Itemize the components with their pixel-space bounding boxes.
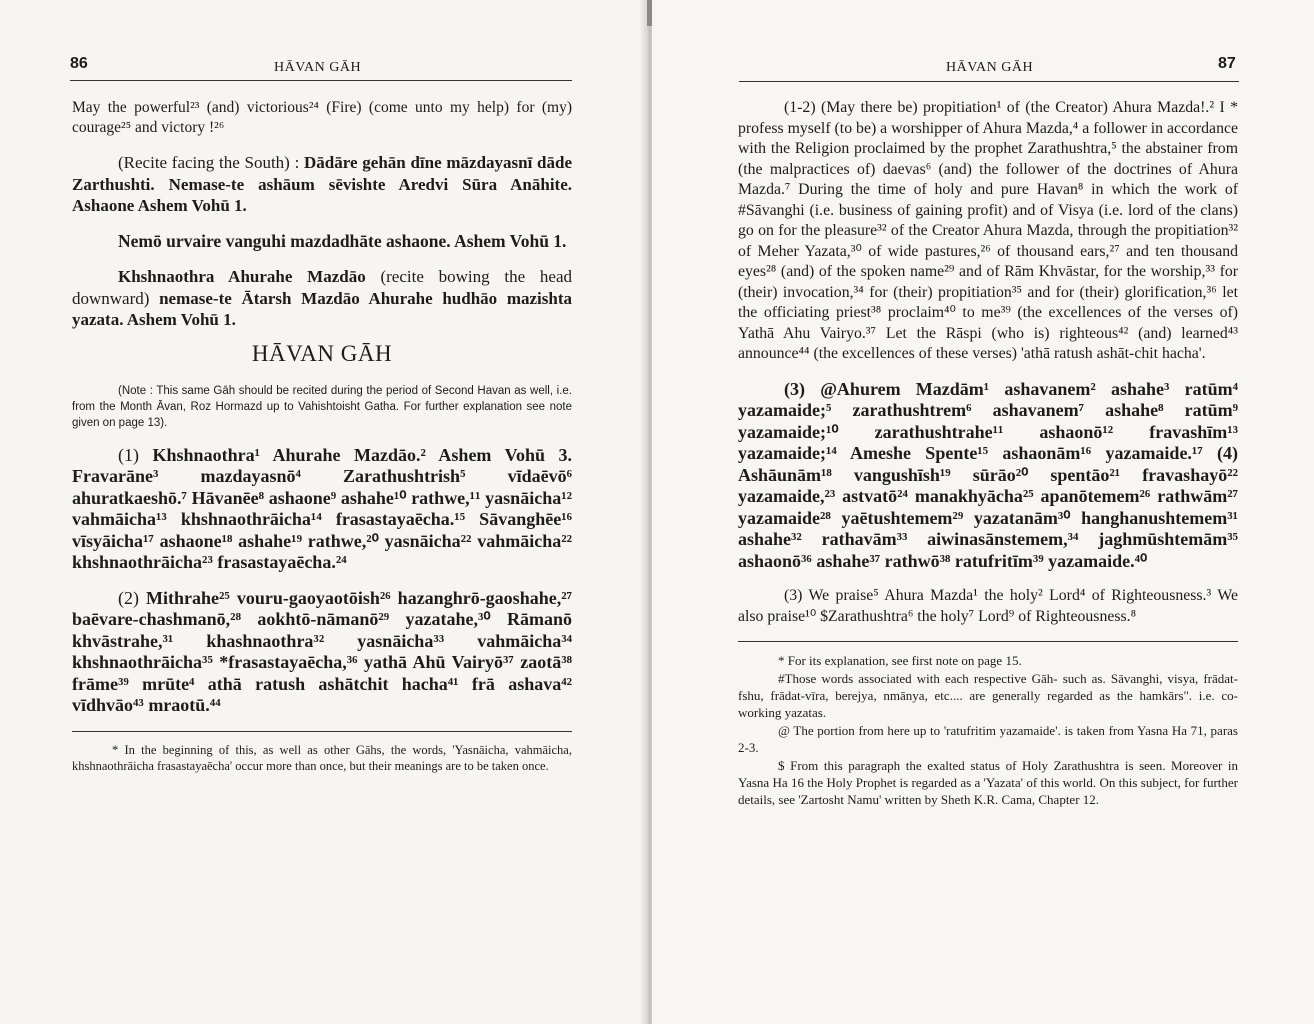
khshnaothra-instruction: (recite bowing the head downward)	[72, 267, 573, 308]
footnote: * In the beginning of this, as well as other Gāhs, the words, 'Yasnāicha, vahmāicha, khshnaothrāicha frasastayaēcha' occur more than once, but their meanings are to be taken once.	[72, 742, 572, 773]
verse-2-text: Mithrahe²⁵ vouru-gaoyaotōish²⁶ hazanghrō-gaoshahe,²⁷ baēvare-chashmanō,²⁸ aokhtō-nāmanō²⁹ yazatahe,³⁰ Rāmanō khvāstrahe,³¹ khashnaothra³² yasnāicha³³ vahmāicha³⁴ khshnaothrāicha³⁵ *frasastayaēcha,³⁶ yathā Ahū Vairyō³⁷ zaotā³⁸ frāme³⁹ mrūte⁴ athā ratush ashātchit hacha⁴¹ frā ashava⁴² vīdhvāo⁴³ mraotū.⁴⁴	[72, 587, 572, 715]
left-text-column	[72, 98, 572, 774]
nemo-verse: Nemō urvaire vanguhi mazdadhāte ashaone. Ashem Vohū 1.	[118, 230, 567, 251]
verse-2-number: (2)	[118, 587, 139, 608]
footnote-rule	[72, 731, 572, 732]
right-page	[652, 0, 1314, 1024]
recite-south	[72, 152, 572, 217]
avestan-verse-3-4: (3) @Ahurem Mazdām¹ ashavanem² ashahe³ ratūm⁴ yazamaide;⁵ zarathushtrem⁶ ashavanem⁷ ashahe⁸ ratūm⁹ yazamaide;¹⁰ zarathushtrahe¹¹ ashaonō¹² fravashīm¹³ yazamaide;¹⁴ Ameshe Spente¹⁵ ashaonām¹⁶ yazamaide.¹⁷ (4) Ashāunām¹⁸ vangushīsh¹⁹ sūrāo²⁰ spentāo²¹ fravashayō²² yazamaide,²³ astvatō²⁴ manakhyācha²⁵ apanōtemem²⁶ rathwām²⁷ yazamaide²⁸ yaētushtemem²⁹ yazatanām³⁰ hanghanushtemem³¹ ashahe³² rathavām³³ aiwinasānstemem,³⁴ jaghmūshtemām³⁵ ashaonō³⁶ ashahe³⁷ rathwō³⁸ ratufritīm³⁹ yazamaide.⁴⁰	[738, 378, 1238, 571]
page-number: 86	[70, 55, 88, 72]
verse-1-text: Khshnaothra¹ Ahurahe Mazdāo.² Ashem Vohū 3. Fravarāne³ mazdayasnō⁴ Zarathushtrish⁵ vīdaēvō⁶ ahuratkaeshō.⁷ Hāvanēe⁸ ashaone⁹ ashahe¹⁰ rathwe,¹¹ yasnāicha¹² vahmāicha¹³ khshnaothrāicha¹⁴ frasastayaēcha.¹⁵ Sāvanghēe¹⁶ vīsyāicha¹⁷ ashaone¹⁸ ashahe¹⁹ rathwe,²⁰ yasnāicha²² vahmāicha²² khshnaothrāicha²³ frasastayaēcha.²⁴	[72, 444, 573, 572]
header-rule	[70, 80, 572, 81]
footnote-hash: #Those words associated with each respective Gāh- such as. Sāvanghi, visya, frādat-fshu, frādat-vīra, berejya, nmānya, etc.... are generally regarded as the hamkārs". i.e. co-working yazatas.	[738, 671, 1238, 720]
footnote-at: @ The portion from here up to 'ratufritim yazamaide'. is taken from Yasna Ha 71, paras 2-3.	[738, 723, 1238, 755]
running-head: HĀVAN GĀH	[274, 60, 362, 75]
page-number: 87	[1218, 55, 1236, 72]
verse-1	[72, 445, 572, 574]
khshnaothra-a: Khshnaothra Ahurahe Mazdāo	[118, 267, 366, 286]
khshnaothra-paragraph	[72, 266, 572, 331]
footnotes	[738, 652, 1238, 808]
left-page	[0, 0, 648, 1024]
section-note: (Note : This same Gāh should be recited during the period of Second Havan as well, i.e. from the Month Āvan, Roz Hormazd up to Vahishtoisht Gatha. For further explanation see note given on page 13).	[72, 384, 572, 429]
footnote-dollar: $ From this paragraph the exalted status of Holy Zarathushtra is seen. Moreover in Yasna Ha 16 the Holy Prophet is regarded as a 'Yazata' of this world. On this subject, for further details, see 'Zartosht Namu' written by Sheth K.R. Cama, Chapter 12.	[738, 758, 1238, 807]
footnote-rule	[738, 641, 1238, 642]
paragraph-courage: May the powerful²³ (and) victorious²⁴ (Fire) (come unto my help) for (my) courage²⁵ and victory !²⁶	[72, 99, 572, 136]
right-text-column	[738, 98, 1238, 808]
footnotes	[72, 742, 572, 774]
verse-2	[72, 588, 572, 717]
header-rule	[739, 81, 1239, 82]
translation-1-2: (1-2) (May there be) propitiation¹ of (the Creator) Ahura Mazda!.² I * profess myself (to be) a worshipper of Ahura Mazda,⁴ a follower in accordance with the Religion proclaimed by the prophet Zarathushtra,⁵ the abstainer from (the malpractices of) daevas⁶ (and) the follower of the doctrines of Ahura Mazda.⁷ During the time of holy and pure Havan⁸ in which the work of #Sāvanghi (i.e. business of gaining profit) and of Visya (i.e. lord of the clans) go on for the pleasure³² of the Creator Ahura Mazda, through the propitiation³² of Meher Yazata,³⁰ of wide pastures,²⁶ of thousand ears,²⁷ and ten thousand eyes²⁸ (and) of the spoken name²⁹ and of Rām Khvāstar, for the worship,³³ for (their) invocation,³⁴ for (their) propitiation³⁵ and for (their) glorification,³⁶ let the officiating priest³⁸ proclaim⁴⁰ to me³⁹ (the excellences of the verses of) Yathā Ahu Vairyo.³⁷ Let the Rāspi (who is) righteous⁴² (and) learned⁴³ announce⁴⁴ (the excellences of these verses) 'athā ratush ashāt-chit hacha'.	[738, 99, 1238, 362]
section-title: HĀVAN GĀH	[251, 340, 393, 366]
recite-instruction: (Recite facing the South) :	[118, 153, 305, 172]
footnote-star: * For its explanation, see first note on page 15.	[778, 653, 1022, 668]
running-head: HĀVAN GĀH	[946, 60, 1034, 75]
khshnaothra-b: nemase-te Ātarsh Mazdāo Ahurahe hudhāo mazishta yazata. Ashem Vohū 1.	[72, 288, 573, 329]
verse-1-number: (1)	[118, 444, 139, 465]
recite-avestan: Dādāre gehān dīne māzdayasnī dāde Zarthushti. Nemase-te ashāum sēvishte Aredvi Sūra Anāhite. Ashaone Ashem Vohū 1.	[72, 153, 572, 215]
translation-3: (3) We praise⁵ Ahura Mazda¹ the holy² Lord⁴ of Righteousness.³ We also praise¹⁰ $Zarathushtra⁶ the holy⁷ Lord⁹ of Righteousness.⁸	[738, 587, 1238, 625]
